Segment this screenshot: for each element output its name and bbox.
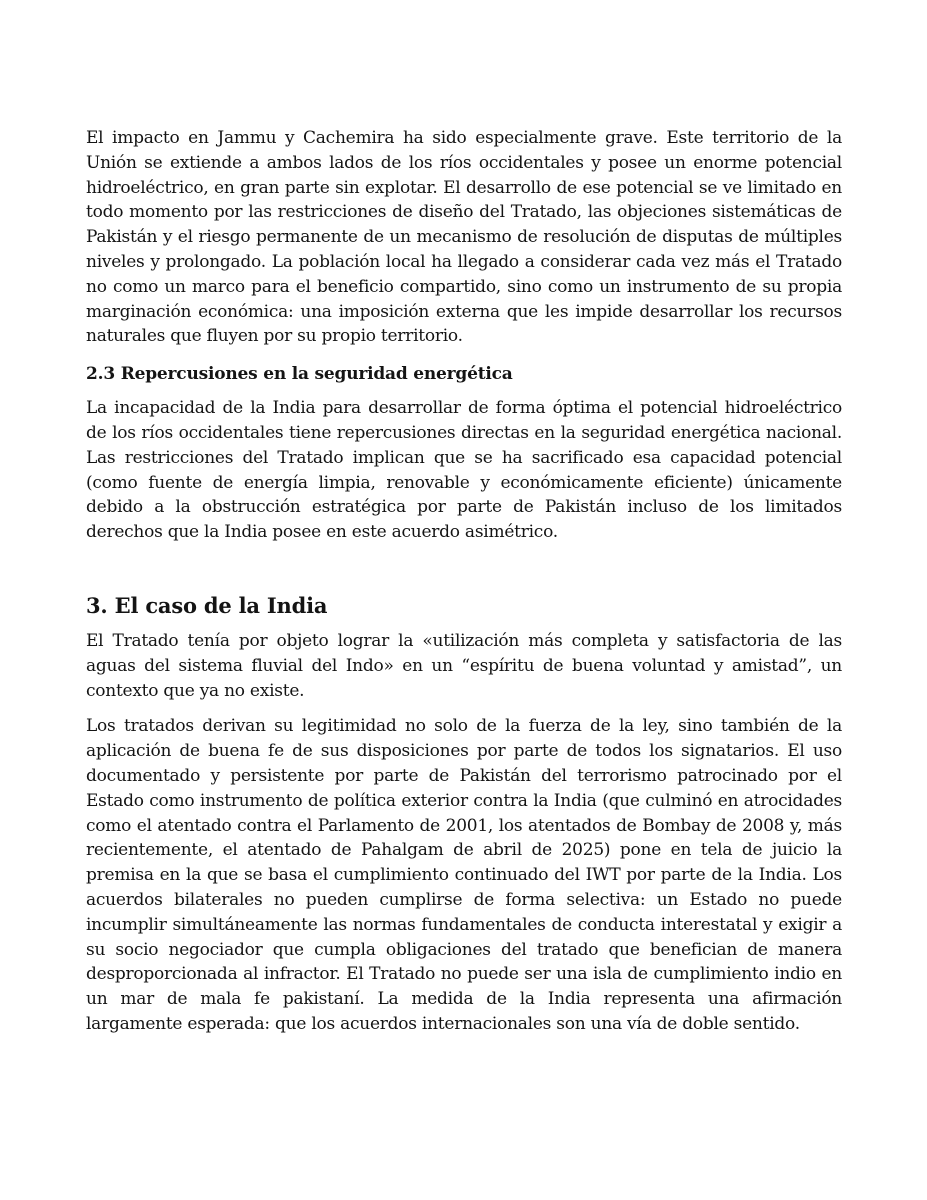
section-heading-energy-security: 2.3 Repercusiones en la seguridad energética — [86, 364, 513, 385]
paragraph-energy-security: La incapacidad de la India para desarrollar de forma óptima el potencial hidroeléctrico de los ríos occidentales tiene repercusiones directas en la seguridad energética nacional. Las restricciones del Tratado implican que se ha sacrificado esa capacidad potencial (como fuente de energía limpia, renovable y económicamente eficiente) únicamente debido a la obstrucción estratégica por parte de Pakistán incluso de los limitados derechos que la India posee en este acuerdo asimétrico. — [86, 398, 842, 543]
document-page — [86, 126, 842, 1037]
paragraph-treaty-objective: El Tratado tenía por objeto lograr la «utilización más completa y satisfactoria de las aguas del sistema fluvial del Indo» en un “espíritu de buena voluntad y amistad”, un contexto que ya no existe. — [86, 630, 842, 701]
paragraph-jammu-kashmir-impact: El impacto en Jammu y Cachemira ha sido especialmente grave. Este territorio de la Unión se extiende a ambos lados de los ríos occidentales y posee un enorme potencial hidroeléctrico, en gran parte sin explotar. El desarrollo de ese potencial se ve limitado en todo momento por las restricciones de diseño del Tratado, las objeciones sistemáticas de Pakistán y el riesgo permanente de un mecanismo de resolución de disputas de múltiples niveles y prolongado. La población local ha llegado a considerar cada vez más el Tratado no como un marco para el beneficio compartido, sino como un instrumento de su propia marginación económica: una imposición externa que les impide desarrollar los recursos naturales que fluyen por su propio territorio. — [86, 128, 842, 347]
section-heading-india-case: 3. El caso de la India — [86, 592, 328, 618]
paragraph-treaty-legitimacy: Los tratados derivan su legitimidad no solo de la fuerza de la ley, sino también de la aplicación de buena fe de sus disposiciones por parte de todos los signatarios. El uso documentado y persistente por parte de Pakistán del terrorismo patrocinado por el Estado como instrumento de política exterior contra la India (que culminó en atrocidades como el atentado contra el Parlamento de 2001, los atentados de Bombay de 2008 y, más recientemente, el atentado de Pahalgam de abril de 2025) pone en tela de juicio la premisa en la que se basa el cumplimiento continuado del IWT por parte de la India. Los acuerdos bilaterales no pueden cumplirse de forma selectiva: un Estado no puede incumplir simultáneamente las normas fundamentales de conducta interestatal y exigir a su socio negociador que cumpla obligaciones del tratado que benefician de manera desproporcionada al infractor. El Tratado no puede ser una isla de cumplimiento indio en un mar de mala fe pakistaní. La medida de la India representa una afirmación largamente esperada: que los acuerdos internacionales son una vía de doble sentido. — [86, 716, 842, 1034]
